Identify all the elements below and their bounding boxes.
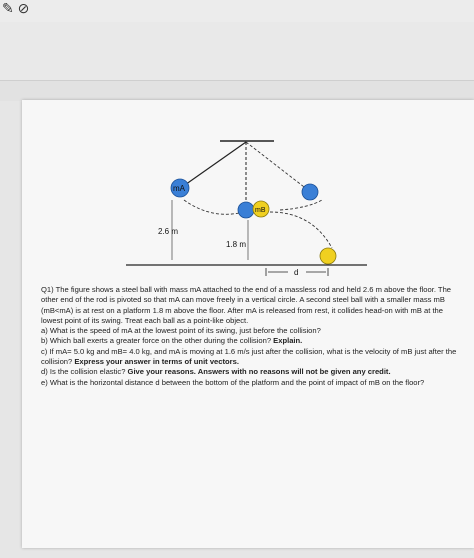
label-rod-height: 2.6 m <box>158 227 179 236</box>
pen-icon[interactable]: ✎ <box>2 0 14 16</box>
top-bar <box>0 0 474 22</box>
part-d <box>41 367 457 377</box>
part-c-bold: Express your answer in terms of unit vectors. <box>74 357 239 367</box>
part-a-text: a) What is the speed of mA at the lowest point of its swing, just before the collision? <box>41 326 321 336</box>
label-platform-height: 1.8 m <box>226 240 247 249</box>
swing-arc <box>184 200 244 214</box>
swing-arc-right <box>280 200 322 210</box>
question-card <box>22 100 474 548</box>
part-a <box>41 326 457 336</box>
part-e <box>41 378 457 388</box>
question-intro: Q1) The figure shows a steel ball with mass mA attached to the end of a massless rod and held 2.6 m above the floor. The other end of the rod is pivoted so that mA can move freely in a vertical circle. A second steel ball with a smaller mass mB (mB<mA) is at rest on a platform 1.8 m above the floor. After mA is released from rest, it collides head-on with mB at the lowest point of its swing. Treat each ball as a point-like object. <box>41 285 452 325</box>
part-d-bold: Give your reasons. Answers with no reasons will not be given any credit. <box>127 367 391 377</box>
trajectory <box>270 212 332 248</box>
question-text <box>41 285 457 388</box>
rod <box>182 142 246 187</box>
pendulum-figure <box>22 100 474 280</box>
gray-strip <box>0 81 474 101</box>
label-distance: d <box>294 268 299 277</box>
part-c <box>41 347 457 368</box>
part-d-text: d) Is the collision elastic? <box>41 367 128 377</box>
ball-mb-label: mB <box>255 207 266 214</box>
rod-dashed-right <box>246 142 308 190</box>
header-band <box>0 22 474 81</box>
hide-icon[interactable]: ⊘ <box>17 0 30 16</box>
part-e-text: e) What is the horizontal distance d between the bottom of the platform and the point of impact of mB on the floor? <box>41 377 425 387</box>
part-b-text: b) Which ball exerts a greater force on the other during the collision? <box>41 336 274 346</box>
ball-mb-landed <box>320 248 336 264</box>
ball-bottom <box>238 202 254 218</box>
part-b <box>41 336 457 346</box>
part-b-bold: Explain. <box>273 336 303 346</box>
toolbar-icons <box>2 0 29 17</box>
part-c-text: c) If mA= 5.0 kg and mB= 4.0 kg, and mA is moving at 1.6 m/s just after the collision, what is the velocity of mB just after the collision? <box>41 346 457 367</box>
ball-right <box>302 184 318 200</box>
ball-ma-label: mA <box>173 184 185 193</box>
